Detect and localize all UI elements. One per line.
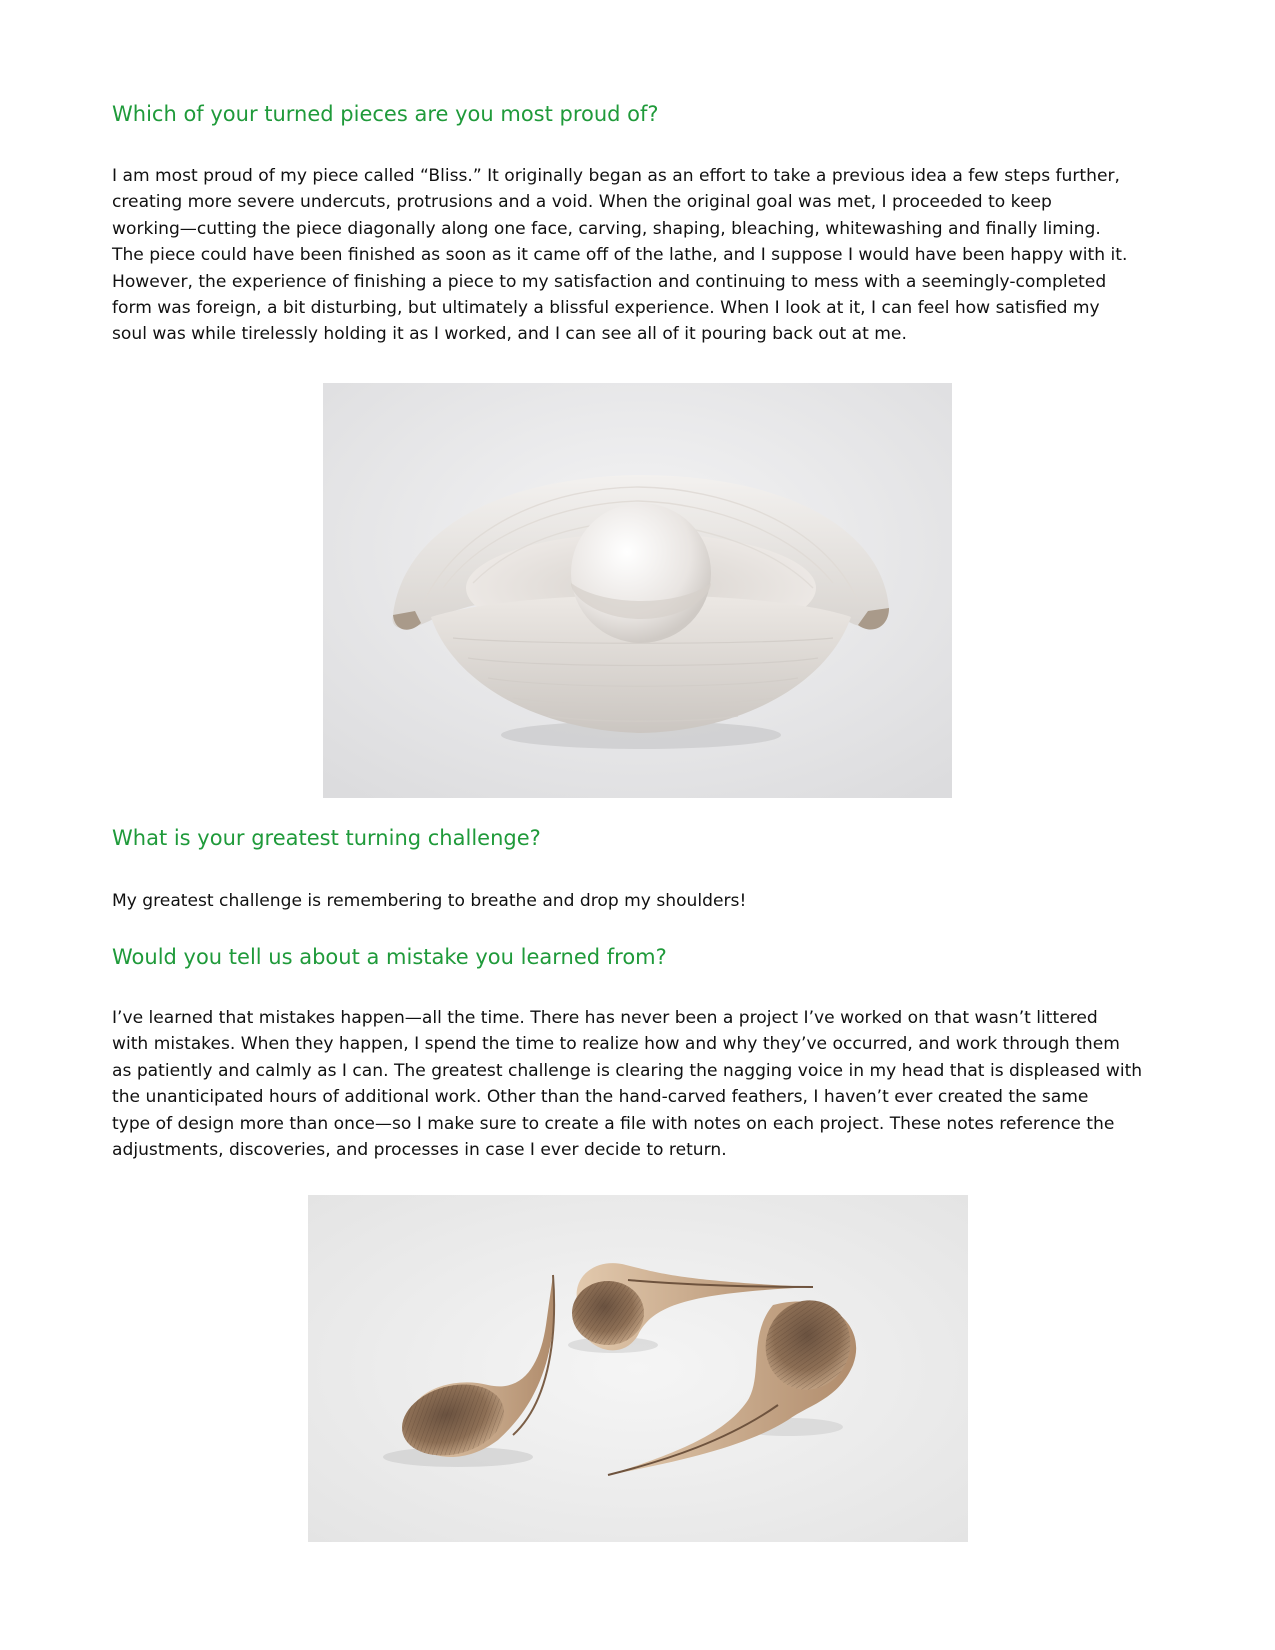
heading-proudest-piece: Which of your turned pieces are you most proud of? (112, 102, 659, 126)
heading-greatest-challenge: What is your greatest turning challenge? (112, 826, 541, 850)
paragraph-line: The piece could have been finished as soon as it came off of the lathe, and I suppose I would have been happy with it. (112, 245, 1128, 266)
carved-feathers-photo (308, 1195, 968, 1542)
paragraph-line: soul was while tirelessly holding it as I worked, and I can see all of it pouring back out at me. (112, 324, 907, 345)
paragraph-line: adjustments, discoveries, and processes in case I ever decide to return. (112, 1140, 727, 1161)
white-bowl-with-sphere-photo (323, 383, 952, 798)
paragraph-line: I’ve learned that mistakes happen—all the time. There has never been a project I’ve worked on that wasn’t littered (112, 1008, 1098, 1028)
paragraph-line: form was foreign, a bit disturbing, but ultimately a blissful experience. When I look at it, I can feel how satisfied my (112, 298, 1100, 319)
paragraph-line: working—cutting the piece diagonally along one face, carving, shaping, bleaching, whitewashing and finally liming. (112, 218, 1101, 239)
paragraph-line: My greatest challenge is remembering to breathe and drop my shoulders! (112, 891, 747, 911)
paragraph-line: I am most proud of my piece called “Bliss.” It originally began as an effort to take a previous idea a few steps further, (112, 166, 1120, 186)
paragraph-line: type of design more than once—so I make sure to create a file with notes on each project. These notes reference the (112, 1113, 1115, 1134)
paragraph-greatest-challenge (112, 888, 1172, 914)
paragraph-mistake-learned (112, 1005, 1172, 1163)
paragraph-line: as patiently and calmly as I can. The greatest challenge is clearing the nagging voice in my head that is displeased with (112, 1060, 1143, 1081)
paragraph-line: However, the experience of finishing a piece to my satisfaction and continuing to mess with a seemingly-completed (112, 271, 1107, 292)
heading-mistake-learned: Would you tell us about a mistake you learned from? (112, 945, 667, 969)
paragraph-line: creating more severe undercuts, protrusions and a void. When the original goal was met, I proceeded to keep (112, 192, 1052, 213)
paragraph-proudest-piece (112, 163, 1172, 348)
paragraph-line: the unanticipated hours of additional work. Other than the hand-carved feathers, I haven’t ever created the same (112, 1087, 1089, 1108)
paragraph-line: with mistakes. When they happen, I spend the time to realize how and why they’ve occurred, and work through them (112, 1034, 1120, 1055)
